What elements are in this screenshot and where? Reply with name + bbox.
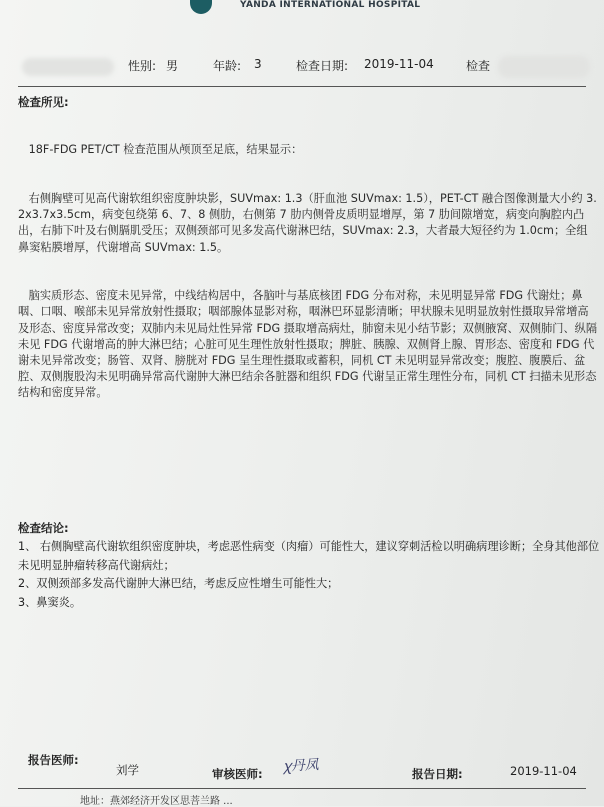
- conclusion-item: 2、双侧颈部多发高代谢肿大淋巴结，考虑反应性增生可能性大；: [18, 577, 339, 590]
- gender-label: 性别:: [128, 59, 157, 73]
- findings-body: [18, 110, 598, 434]
- report-date-label: 报告日期:: [412, 767, 463, 781]
- findings-paragraph: 脑实质形态、密度未见异常，中线结构居中，各脑叶与基底核团 FDG 分布对称，未见明显异常 FDG 代谢灶；鼻咽、口咽、喉部未见异常放射性摄取；咽部腺体显影对称，咽淋巴环显影清晰；甲状腺未见明显放射性摄取异常增高及形态、密度异常改变；双肺内未见局灶性异常 FDG 摄取增高病灶，肺窗未见小结节影；双侧腋窝、双侧肺门、纵隔未见 FDG 代谢增高的肿大淋巴结；心脏可见生理性放射性摄取；脾脏、胰腺、双侧肾上腺、胃形态、密度和 FDG 代谢未见异常改变；肠管、双肾、膀胱对 FDG 呈生理性摄取或蓄积，同机 CT 未见明显异常改变；腹腔、腹膜后、盆腔、双侧腹股沟未见明确异常高代谢肿大淋巴结余各脏器和组织 FDG 代谢呈正常生理性分布，同机 CT 扫描未见形态结构和密度异常。: [18, 289, 598, 400]
- conclusion-item: 1、 右侧胸壁高代谢软组织密度肿块，考虑恶性病变（肉瘤）可能性大，建议穿刺活检以明确病理诊断；全身其他部位未见明显肿瘤转移高代谢病灶；: [18, 540, 600, 572]
- age-value: 3: [254, 57, 262, 71]
- conclusion-body: [18, 538, 603, 612]
- exam-date-label: 检查日期:: [296, 59, 349, 73]
- header-divider: [18, 86, 586, 87]
- age-label: 年龄:: [213, 59, 242, 73]
- redacted-name: [22, 58, 114, 76]
- exam-date-value: 2019-11-04: [364, 57, 434, 71]
- redacted-exam-number: [498, 56, 590, 78]
- findings-paragraph: 18F-FDG PET/CT 检查范围从颅顶至足底，结果显示：: [18, 143, 303, 157]
- footer-divider: [18, 788, 586, 789]
- gender-value: 男: [166, 59, 179, 73]
- findings-title: 检查所见:: [18, 95, 69, 109]
- reporter-name: 刘学: [116, 763, 139, 777]
- address-text: 地址：燕郊经济开发区思菩兰路 ...: [80, 796, 233, 807]
- reviewer-signature: ꭓ丹凤: [282, 757, 320, 775]
- report-date-value: 2019-11-04: [510, 764, 577, 778]
- exam-number-label: 检查: [466, 59, 491, 73]
- findings-paragraph: 右侧胸壁可见高代谢软组织密度肿块影，SUVmax: 1.3（肝血池 SUVmax: 1.5），PET-CT 融合图像测量大小约 3.2x3.7x3.5cm，病变包绕第 6、7、8 侧肋，右侧第 7 肋内侧骨皮质明显增厚，第 7 肋间隙增宽，病变向胸腔内凸出，右肺下叶及右侧膈肌受压；双侧颈部可见多发高代谢淋巴结，SUVmax: 2.3，大者最大短径约为 1.0cm；全组鼻窦粘膜增厚，代谢增高 SUVmax: 1.5。: [18, 192, 597, 254]
- conclusion-title: 检查结论:: [18, 521, 69, 535]
- hospital-logo-icon: [190, 0, 212, 14]
- conclusion-item: 3、鼻窦炎。: [18, 595, 82, 609]
- reporter-label: 报告医师:: [28, 753, 79, 767]
- reviewer-label: 审核医师:: [212, 767, 263, 781]
- hospital-name: YANDA INTERNATIONAL HOSPITAL: [240, 0, 421, 10]
